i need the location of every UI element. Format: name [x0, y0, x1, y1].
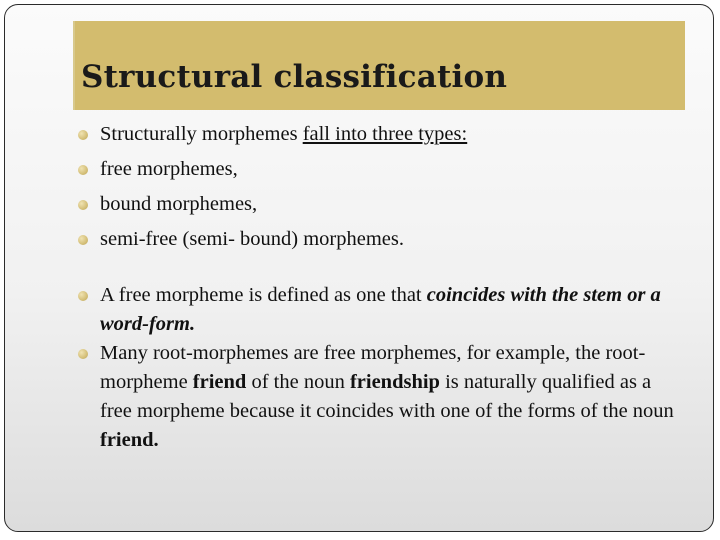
slide-content: [78, 120, 688, 455]
bullet-icon: [78, 130, 88, 140]
bullet-text: semi-free (semi- bound) morphemes.: [100, 228, 404, 250]
bullet-item: [78, 339, 688, 455]
bullet-item: [78, 225, 688, 254]
bullet-text: is naturally qualified as a free morpheme because it coincides with one of the forms of the noun: [100, 371, 674, 422]
bullet-icon: [78, 200, 88, 210]
bullet-item: [78, 281, 688, 339]
bullet-text: Structurally morphemes: [100, 123, 303, 145]
bullet-item: [78, 120, 688, 149]
bullet-item: [78, 190, 688, 219]
bullet-text: Many root-morphemes are free morphemes, for example, the root-morpheme: [100, 342, 646, 393]
slide-title: Structural classification: [81, 59, 508, 95]
bullet-text: free morphemes,: [100, 158, 238, 180]
bold-term: friendship: [349, 371, 440, 393]
bullet-text: bound morphemes,: [100, 193, 258, 215]
bullet-text: of the noun: [246, 371, 350, 393]
bullet-list-types: [78, 120, 688, 254]
bold-term: friend: [192, 371, 247, 393]
bullet-item: [78, 155, 688, 184]
title-bar: [73, 21, 685, 110]
bullet-icon: [78, 165, 88, 175]
bullet-icon: [78, 235, 88, 245]
emphasis-text: coincides with the stem or a word-form.: [100, 284, 661, 335]
bullet-list-definition: [78, 281, 688, 455]
bold-term: friend.: [100, 429, 159, 451]
bullet-text: A free morpheme is defined as one that: [100, 284, 427, 306]
bullet-icon: [78, 349, 88, 359]
bullet-icon: [78, 291, 88, 301]
underlined-text: fall into three types:: [302, 123, 468, 145]
